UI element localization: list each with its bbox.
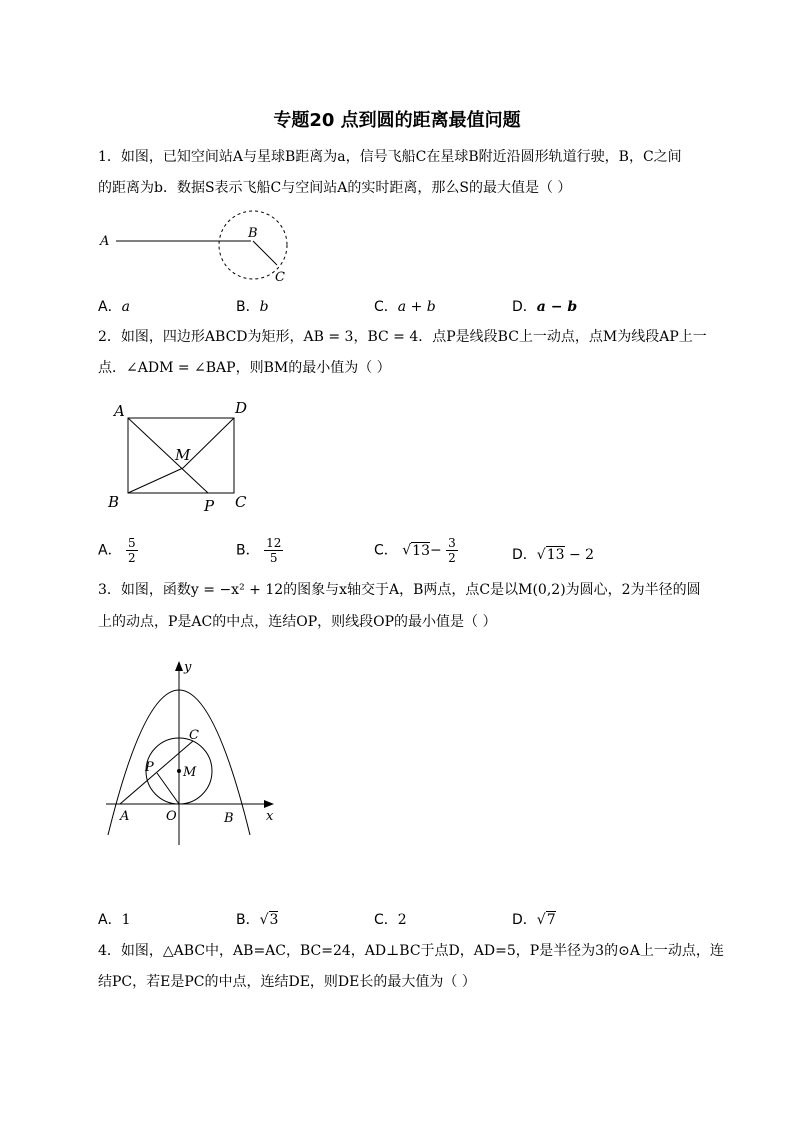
q1-option-a: A．a bbox=[98, 299, 130, 315]
segment-op bbox=[157, 773, 179, 804]
q1-text-line-2: 的距离为b．数据S表示飞船C与空间站A的实时距离，那么S的最大值是（ ） bbox=[98, 180, 572, 196]
label-b: B bbox=[224, 811, 234, 826]
q2-option-d: D．√13 − 2 bbox=[512, 547, 595, 563]
orbit-circle bbox=[219, 211, 287, 279]
label-m: M bbox=[175, 446, 191, 464]
q4-text-line-1: 4．如图，△ABC中，AB=AC，BC=24，AD⊥BC于点D，AD=5，P是半径为3的⊙A上一动点，连 bbox=[98, 943, 724, 959]
label-y: y bbox=[184, 660, 192, 675]
q2-option-b: B． $\frac{12}{5}$ bbox=[236, 536, 282, 565]
label-o: O bbox=[166, 809, 177, 824]
label-a: A bbox=[100, 234, 110, 249]
q2-option-a: A． $\frac{5}{2}$ bbox=[98, 536, 136, 565]
q1-option-c: C．a + b bbox=[374, 299, 436, 315]
q3-option-d: D．√7 bbox=[512, 912, 556, 928]
q2-text-line-1: 2．如图，四边形ABCD为矩形，AB = 3，BC = 4．点P是线段BC上一动点，点M为线段AP上一 bbox=[98, 329, 707, 345]
segment-bm bbox=[128, 468, 183, 493]
label-x: x bbox=[266, 809, 274, 824]
label-a: A bbox=[120, 809, 130, 824]
q1-figure bbox=[95, 205, 305, 287]
q1-option-b: B．b bbox=[236, 299, 269, 315]
label-p: P bbox=[204, 497, 215, 515]
label-p: P bbox=[145, 760, 154, 775]
segment-dm bbox=[183, 418, 234, 468]
q4-text-line-2: 结PC，若E是PC的中点，连结DE，则DE长的最大值为（ ） bbox=[98, 974, 476, 990]
label-m: M bbox=[183, 765, 197, 780]
label-a: A bbox=[114, 402, 125, 420]
q2-text-line-2: 点．∠ADM = ∠BAP，则BM的最小值为（ ） bbox=[98, 360, 391, 376]
q2-option-c: C． √13− $\frac{3}{2}$ bbox=[374, 536, 456, 565]
segment-bc bbox=[253, 241, 277, 265]
q3-figure bbox=[100, 655, 290, 855]
q3-option-c: C．2 bbox=[374, 912, 407, 928]
q1-text-line-1: 1．如图，已知空间站A与星球B距离为a，信号飞船C在星球B附近沿圆形轨道行驶，B，C之间 bbox=[98, 149, 682, 165]
q3-option-a: A．1 bbox=[98, 912, 131, 928]
label-c: C bbox=[189, 728, 199, 743]
label-b: B bbox=[248, 226, 258, 241]
label-c: C bbox=[235, 493, 247, 511]
page-title: 专题20 点到圆的距离最值问题 bbox=[273, 110, 521, 131]
q2-figure bbox=[100, 396, 260, 520]
label-d: D bbox=[235, 399, 248, 417]
center-point bbox=[177, 769, 181, 773]
q3-option-b: B．√3 bbox=[236, 912, 279, 928]
label-c: C bbox=[275, 270, 285, 285]
q1-option-d: D．a − b bbox=[512, 299, 578, 315]
q3-text-line-2: 上的动点，P是AC的中点，连结OP，则线段OP的最小值是（ ） bbox=[98, 614, 497, 630]
y-axis-arrow bbox=[175, 661, 183, 671]
label-b: B bbox=[108, 493, 120, 511]
q3-text-line-1: 3．如图，函数y = −x² + 12的图象与x轴交于A，B两点，点C是以M(0,2)为圆心，2为半径的圆 bbox=[98, 582, 701, 598]
x-axis-arrow bbox=[264, 800, 274, 808]
